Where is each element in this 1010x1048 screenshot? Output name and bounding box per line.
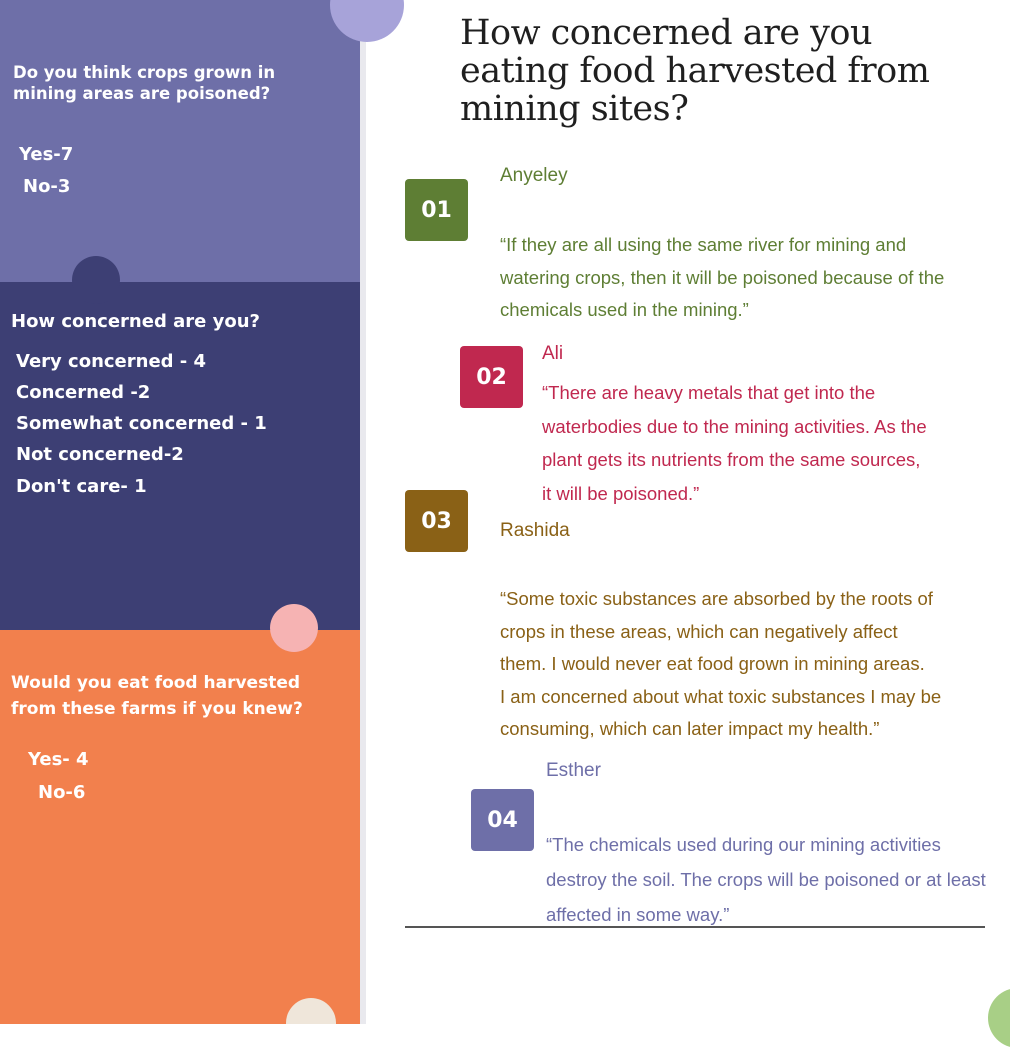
- response-number-badge: 02: [460, 346, 523, 408]
- quote-line: consuming, which can later impact my health.”: [500, 718, 880, 739]
- respondent-name: Anyeley: [500, 165, 568, 186]
- answer-very-concerned: Very concerned - 4: [16, 351, 207, 372]
- crops-poisoned-panel: [0, 0, 360, 282]
- quote-line: “The chemicals used during our mining activities: [546, 834, 941, 855]
- answer-yes-count: Yes- 4: [28, 749, 89, 770]
- answer-not-concerned: Not concerned-2: [16, 444, 184, 465]
- respondent-quote: [500, 583, 941, 746]
- answer-concerned: Concerned -2: [16, 382, 151, 403]
- respondent-quote: [500, 229, 944, 327]
- answer-no-count: No-3: [23, 176, 71, 197]
- title-line: eating food harvested from: [460, 51, 930, 91]
- decorative-circle: [988, 988, 1010, 1048]
- answer-somewhat-concerned: Somewhat concerned - 1: [16, 413, 267, 434]
- quote-line: them. I would never eat food grown in mining areas.: [500, 653, 925, 674]
- quote-line: “Some toxic substances are absorbed by the roots of: [500, 588, 933, 609]
- quote-line: “There are heavy metals that get into the: [542, 382, 876, 403]
- respondent-name: Esther: [546, 760, 601, 781]
- question-line: from these farms if you knew?: [11, 699, 303, 719]
- respondent-name: Ali: [542, 343, 564, 364]
- question-line: Would you eat food harvested: [11, 673, 301, 693]
- column-divider: [360, 0, 366, 1024]
- quote-line: plant gets its nutrients from the same sources,: [542, 449, 921, 470]
- panel-connector-dot: [270, 604, 318, 652]
- concern-level-question: How concerned are you?: [11, 311, 260, 332]
- quote-line: waterbodies due to the mining activities. As the: [542, 415, 927, 437]
- eat-food-question: [11, 670, 359, 722]
- panel-connector-dot: [72, 256, 120, 304]
- question-line: Do you think crops grown in: [13, 63, 276, 82]
- quote-line: I am concerned about what toxic substances I may be: [500, 685, 942, 707]
- answer-yes-count: Yes-7: [19, 144, 74, 165]
- quote-line: “If they are all using the same river for mining and: [500, 234, 907, 255]
- quote-line: chemicals used in the mining.”: [500, 299, 749, 320]
- quote-line: watering crops, then it will be poisoned because of the: [500, 266, 945, 288]
- page-title: [460, 14, 929, 128]
- answer-no-count: No-6: [38, 782, 86, 803]
- respondent-name: Rashida: [500, 520, 570, 541]
- crops-poisoned-question: [13, 62, 353, 104]
- quote-line: it will be poisoned.”: [542, 482, 700, 504]
- left-column: [0, 0, 360, 1024]
- respondent-quote: [542, 376, 927, 510]
- title-line: mining sites?: [460, 89, 689, 129]
- respondent-quote: [546, 827, 986, 932]
- response-number-badge: 04: [471, 789, 534, 851]
- title-line: How concerned are you: [460, 13, 873, 53]
- response-number-badge: 03: [405, 490, 468, 552]
- bottom-divider: [405, 926, 985, 928]
- quote-line: affected in some way.”: [546, 904, 730, 925]
- question-line: mining areas are poisoned?: [13, 84, 271, 103]
- quote-line: destroy the soil. The crops will be poisoned or at least: [546, 869, 986, 890]
- quote-line: crops in these areas, which can negatively affect: [500, 620, 898, 642]
- answer-dont-care: Don't care- 1: [16, 476, 147, 497]
- response-number-badge: 01: [405, 179, 468, 241]
